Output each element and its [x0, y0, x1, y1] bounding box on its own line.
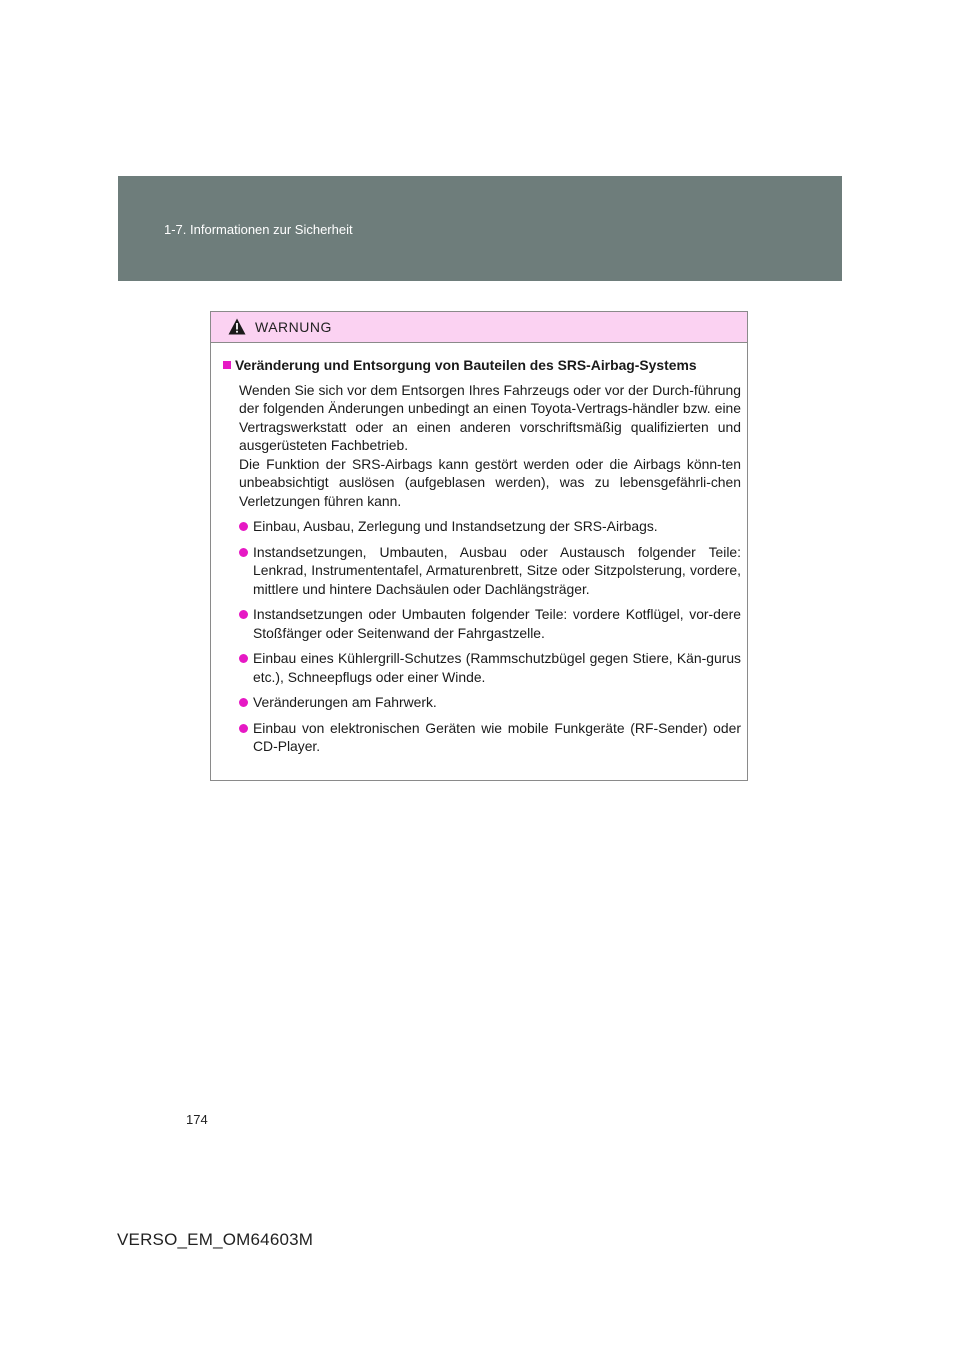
warning-paragraph-2: Die Funktion der SRS-Airbags kann gestört werden oder die Airbags könn-ten unbeabsichtigt auslösen (aufgeblasen werden), was zu lebensgefährli-chen Verletzungen führen kann. [239, 455, 741, 509]
list-item [223, 693, 741, 712]
warning-content [211, 343, 747, 756]
list-item [223, 605, 741, 642]
section-title: 1-7. Informationen zur Sicherheit [164, 222, 353, 237]
warning-header [211, 312, 747, 343]
square-bullet-icon [223, 361, 231, 369]
list-item-text: Veränderungen am Fahrwerk. [253, 694, 437, 710]
warning-topic-text: Veränderung und Entsorgung von Bauteilen des SRS-Airbag-Systems [235, 357, 697, 373]
list-item [223, 543, 741, 599]
dot-bullet-icon [239, 654, 248, 663]
warning-box [210, 311, 748, 781]
list-item [223, 719, 741, 756]
dot-bullet-icon [239, 548, 248, 557]
page-number: 174 [186, 1112, 208, 1127]
warning-topic [223, 356, 741, 375]
list-item-text: Einbau, Ausbau, Zerlegung und Instandsetzung der SRS-Airbags. [253, 518, 658, 534]
dot-bullet-icon [239, 724, 248, 733]
dot-bullet-icon [239, 522, 248, 531]
list-item-text: Einbau eines Kühlergrill-Schutzes (Rammschutzbügel gegen Stiere, Kän-gurus etc.), Schneepflugs oder einer Winde. [253, 650, 741, 685]
warning-title: WARNUNG [255, 319, 332, 335]
list-item [223, 517, 741, 536]
list-item-text: Instandsetzungen, Umbauten, Ausbau oder Austausch folgender Teile: Lenkrad, Instrumententafel, Armaturenbrett, Sitze oder Sitzpolsterung, vordere, mittlere und hintere Dachsäulen oder Dachlängsträger. [253, 543, 741, 597]
warning-triangle-icon [228, 318, 246, 335]
list-item [223, 649, 741, 686]
chapter-header-band [118, 176, 842, 281]
dot-bullet-icon [239, 698, 248, 707]
document-code: VERSO_EM_OM64603M [117, 1230, 314, 1249]
dot-bullet-icon [239, 610, 248, 619]
list-item-text: Instandsetzungen oder Umbauten folgender Teile: vordere Kotflügel, vor-dere Stoßfänger oder Seitenwand der Fahrgastzelle. [253, 606, 741, 641]
list-item-text: Einbau von elektronischen Geräten wie mobile Funkgeräte (RF-Sender) oder CD-Player. [253, 719, 741, 754]
warning-paragraph-1: Wenden Sie sich vor dem Entsorgen Ihres Fahrzeugs oder vor der Durch-führung der folgenden Änderungen unbedingt an einen Toyota-Vertrags-händler bzw. eine Vertragswerkstatt oder an einen anderen vorschriftsmäßig qualifizierten und ausgerüsteten Fachbetrieb. [239, 381, 741, 453]
warning-paragraphs [223, 381, 741, 511]
